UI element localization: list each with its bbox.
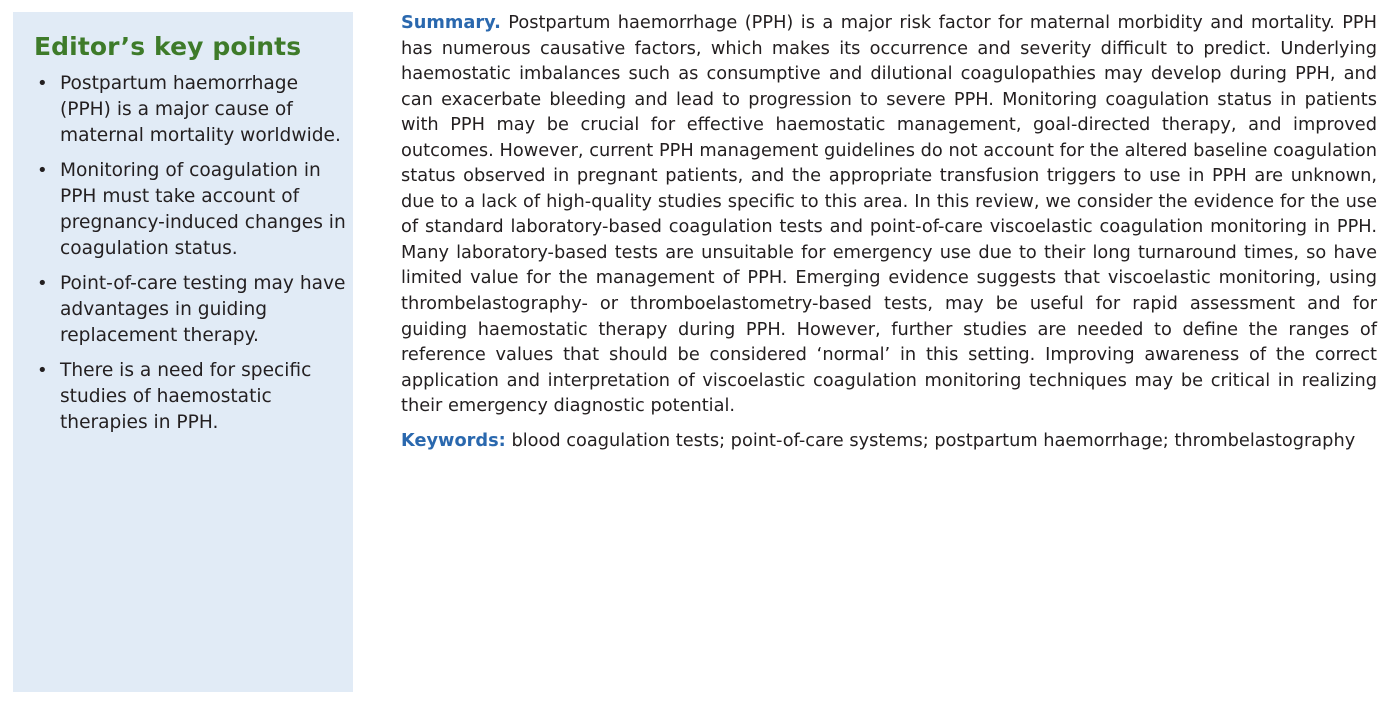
- bullet-icon: •: [37, 160, 48, 181]
- key-point-text: Point-of-care testing may have advantages in guiding replacement therapy.: [60, 273, 346, 346]
- bullet-icon: •: [37, 73, 48, 94]
- key-point-text: Postpartum haemorrhage (PPH) is a major cause of maternal mortality worldwide.: [60, 73, 341, 146]
- abstract-column: [401, 11, 1377, 454]
- keywords-label: Keywords:: [401, 430, 506, 451]
- key-points-title: Editor’s key points: [34, 32, 302, 61]
- key-point-item: [34, 358, 350, 436]
- bullet-icon: •: [37, 360, 48, 381]
- keywords-paragraph: [401, 429, 1377, 455]
- key-point-text: Monitoring of coagulation in PPH must take account of pregnancy-induced changes in coagulation status.: [60, 160, 346, 259]
- summary-text: Postpartum haemorrhage (PPH) is a major risk factor for maternal morbidity and mortality. PPH has numerous causative factors, which makes its occurrence and severity difficult to predict. Underlying haemostatic imbalances such as consumptive and dilutional coagulopathies may develop during PPH, and can exacerbate bleeding and lead to progression to severe PPH. Monitoring coagulation status in patients with PPH may be crucial for effective haemostatic management, goal-directed therapy, and improved outcomes. However, current PPH management guidelines do not account for the altered baseline coagulation status observed in pregnant patients, and the appropriate transfusion triggers to use in PPH are unknown, due to a lack of high-quality studies specific to this area. In this review, we consider the evidence for the use of standard laboratory-based coagulation tests and point-of-care viscoelastic coagulation monitoring in PPH. Many laboratory-based tests are unsuitable for emergency use due to their long turnaround times, so have limited value for the management of PPH. Emerging evidence suggests that viscoelastic monitoring, using thrombelastography- or thromboelastometry-based tests, may be useful for rapid assessment and for guiding haemostatic therapy during PPH. However, further studies are needed to define the ranges of reference values that should be considered ‘normal’ in this setting. Improving awareness of the correct application and interpretation of viscoelastic coagulation monitoring techniques may be critical in realizing their emergency diagnostic potential.: [401, 13, 1377, 417]
- summary-paragraph: [401, 11, 1377, 420]
- key-point-item: [34, 271, 350, 349]
- key-point-item: [34, 158, 350, 262]
- summary-label: Summary.: [401, 13, 501, 33]
- keywords-text: blood coagulation tests; point-of-care systems; postpartum haemorrhage; thrombelastography: [511, 430, 1356, 451]
- editors-key-points-box: [13, 12, 353, 692]
- bullet-icon: •: [37, 273, 48, 294]
- key-point-text: There is a need for specific studies of haemostatic therapies in PPH.: [60, 360, 312, 433]
- key-point-item: [34, 71, 350, 149]
- key-points-list: [34, 71, 346, 436]
